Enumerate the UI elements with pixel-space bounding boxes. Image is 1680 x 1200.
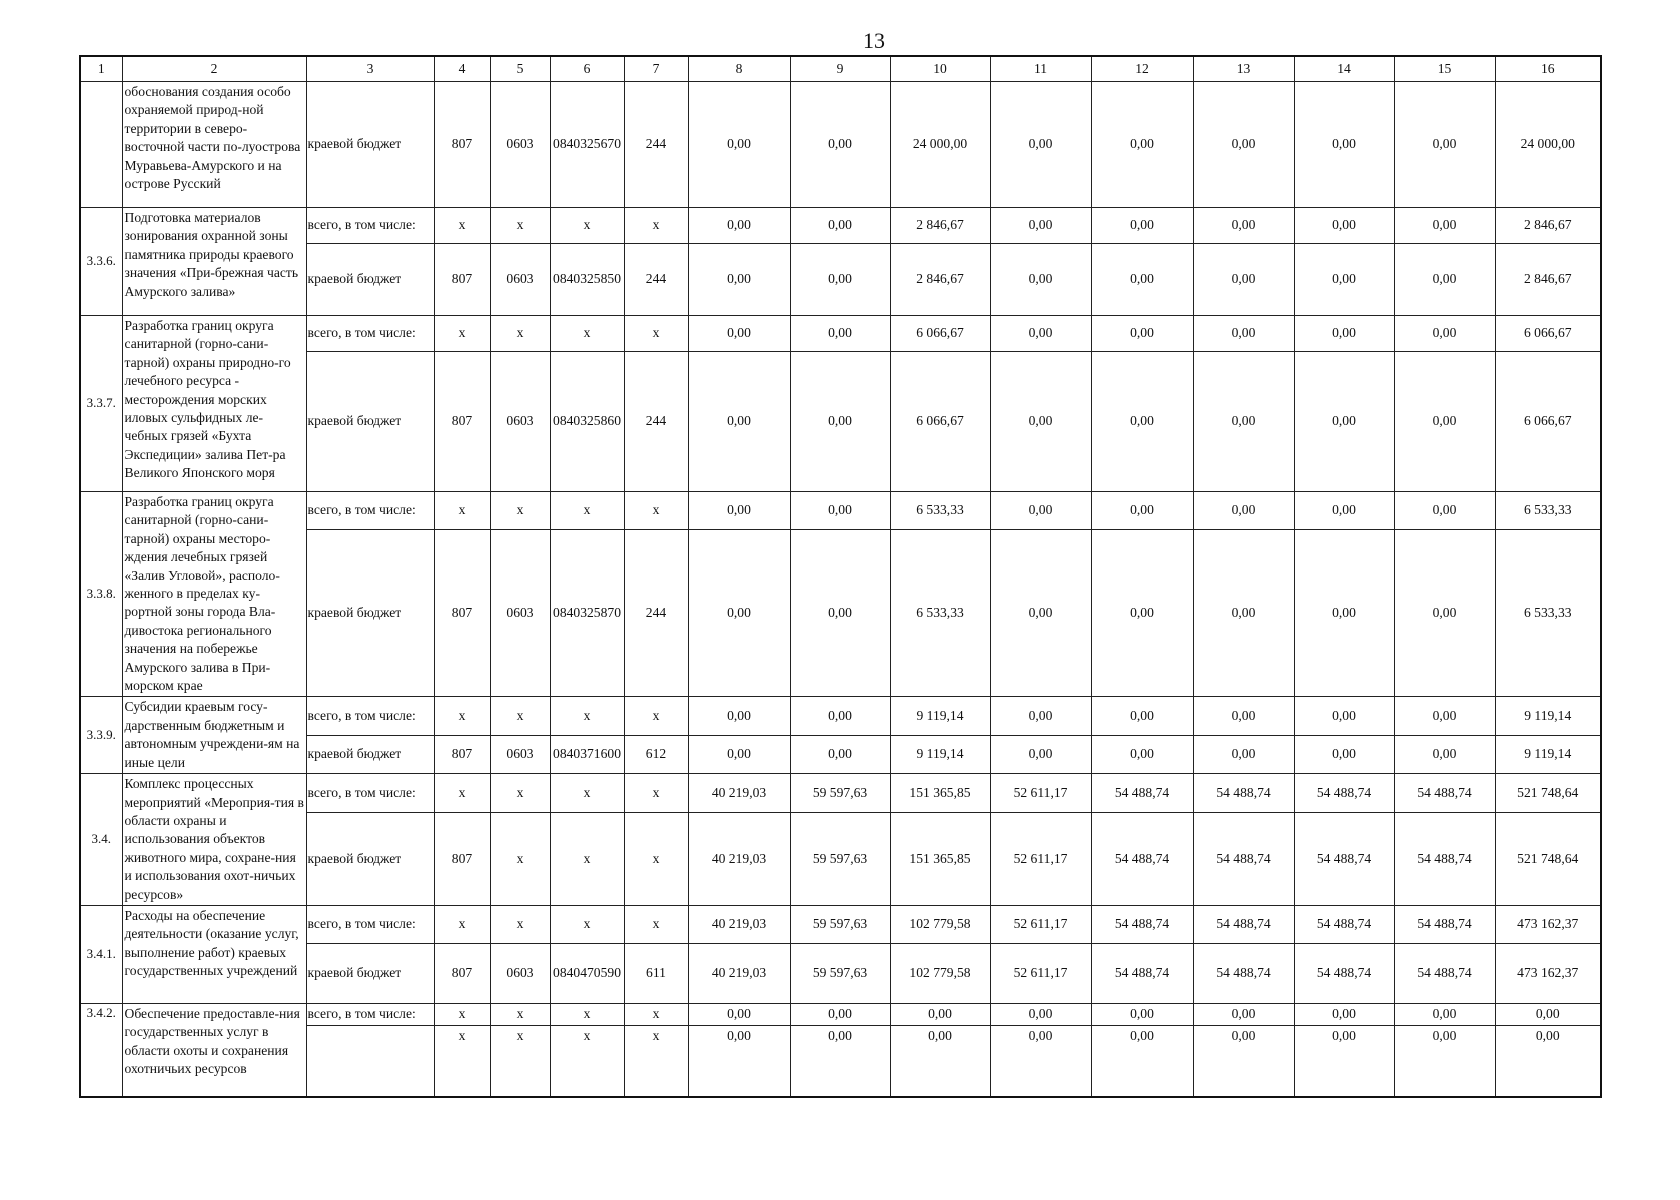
amount-col-9: 0,00 <box>790 735 890 773</box>
amount-col-10: 0,00 <box>890 1003 990 1025</box>
amount-col-12: 0,00 <box>1091 492 1193 530</box>
amount-col-16: 521 748,64 <box>1495 812 1601 905</box>
amount-col-15: 0,00 <box>1394 492 1495 530</box>
amount-col-10: 6 533,33 <box>890 529 990 697</box>
amount-col-14: 0,00 <box>1294 492 1394 530</box>
amount-col-9: 59 597,63 <box>790 905 890 943</box>
table-row <box>80 812 1601 905</box>
amount-col-11: 52 611,17 <box>990 943 1091 1003</box>
amount-col-12: 54 488,74 <box>1091 905 1193 943</box>
amount-col-11: 0,00 <box>990 82 1091 208</box>
amount-col-8: 40 219,03 <box>688 905 790 943</box>
amount-col-10: 9 119,14 <box>890 735 990 773</box>
section-code: х <box>490 812 550 905</box>
amount-col-8: 0,00 <box>688 492 790 530</box>
section-code: 0603 <box>490 735 550 773</box>
admin-code: х <box>434 697 490 735</box>
amount-col-13: 0,00 <box>1193 208 1294 244</box>
row-index: 3.3.7. <box>80 316 122 492</box>
amount-col-12: 0,00 <box>1091 208 1193 244</box>
table-row <box>80 492 1601 530</box>
amount-col-16: 473 162,37 <box>1495 905 1601 943</box>
amount-col-13: 0,00 <box>1193 244 1294 316</box>
amount-col-16: 0,00 <box>1495 1025 1601 1097</box>
section-code: х <box>490 1025 550 1097</box>
table-row <box>80 905 1601 943</box>
section-code: х <box>490 905 550 943</box>
target-code: х <box>550 316 624 352</box>
amount-col-9: 59 597,63 <box>790 774 890 813</box>
amount-col-13: 54 488,74 <box>1193 943 1294 1003</box>
funding-source: краевой бюджет <box>306 735 434 773</box>
header-row <box>80 56 1601 82</box>
amount-col-12: 0,00 <box>1091 244 1193 316</box>
target-code: х <box>550 208 624 244</box>
amount-col-12: 0,00 <box>1091 529 1193 697</box>
amount-col-8: 0,00 <box>688 208 790 244</box>
amount-col-15: 54 488,74 <box>1394 943 1495 1003</box>
amount-col-15: 0,00 <box>1394 82 1495 208</box>
admin-code: 807 <box>434 352 490 492</box>
amount-col-11: 0,00 <box>990 735 1091 773</box>
amount-col-13: 0,00 <box>1193 82 1294 208</box>
amount-col-16: 473 162,37 <box>1495 943 1601 1003</box>
amount-col-10: 24 000,00 <box>890 82 990 208</box>
amount-col-8: 40 219,03 <box>688 812 790 905</box>
amount-col-12: 0,00 <box>1091 316 1193 352</box>
section-code: 0603 <box>490 529 550 697</box>
amount-col-14: 54 488,74 <box>1294 812 1394 905</box>
row-index: 3.3.6. <box>80 208 122 316</box>
page-number: 13 <box>863 28 885 53</box>
amount-col-13: 54 488,74 <box>1193 812 1294 905</box>
target-code: 0840325670 <box>550 82 624 208</box>
amount-col-8: 40 219,03 <box>688 943 790 1003</box>
amount-col-14: 0,00 <box>1294 82 1394 208</box>
column-header-5: 5 <box>490 56 550 82</box>
funding-source <box>306 1025 434 1097</box>
funding-source: краевой бюджет <box>306 943 434 1003</box>
budget-table <box>79 55 1602 1098</box>
funding-source: всего, в том числе: <box>306 697 434 735</box>
target-code: 0840470590 <box>550 943 624 1003</box>
column-header-13: 13 <box>1193 56 1294 82</box>
target-code: х <box>550 1025 624 1097</box>
section-code: х <box>490 492 550 530</box>
amount-col-13: 54 488,74 <box>1193 774 1294 813</box>
funding-source: всего, в том числе: <box>306 316 434 352</box>
amount-col-15: 0,00 <box>1394 1025 1495 1097</box>
amount-col-9: 0,00 <box>790 1003 890 1025</box>
table-row <box>80 244 1601 316</box>
column-header-12: 12 <box>1091 56 1193 82</box>
admin-code: 807 <box>434 735 490 773</box>
amount-col-12: 0,00 <box>1091 352 1193 492</box>
amount-col-10: 102 779,58 <box>890 905 990 943</box>
amount-col-16: 2 846,67 <box>1495 244 1601 316</box>
table-row <box>80 774 1601 813</box>
amount-col-14: 54 488,74 <box>1294 774 1394 813</box>
column-header-2: 2 <box>122 56 306 82</box>
expense-type: х <box>624 492 688 530</box>
admin-code: х <box>434 208 490 244</box>
amount-col-15: 0,00 <box>1394 316 1495 352</box>
amount-col-15: 0,00 <box>1394 697 1495 735</box>
table-row <box>80 735 1601 773</box>
amount-col-8: 0,00 <box>688 82 790 208</box>
amount-col-12: 0,00 <box>1091 1025 1193 1097</box>
section-code: х <box>490 697 550 735</box>
column-header-6: 6 <box>550 56 624 82</box>
funding-source: всего, в том числе: <box>306 905 434 943</box>
funding-source: всего, в том числе: <box>306 208 434 244</box>
amount-col-16: 2 846,67 <box>1495 208 1601 244</box>
admin-code: х <box>434 905 490 943</box>
amount-col-13: 0,00 <box>1193 316 1294 352</box>
amount-col-15: 0,00 <box>1394 244 1495 316</box>
amount-col-15: 54 488,74 <box>1394 774 1495 813</box>
amount-col-10: 102 779,58 <box>890 943 990 1003</box>
expense-type: 611 <box>624 943 688 1003</box>
amount-col-8: 0,00 <box>688 529 790 697</box>
target-code: х <box>550 697 624 735</box>
amount-col-13: 54 488,74 <box>1193 905 1294 943</box>
amount-col-10: 9 119,14 <box>890 697 990 735</box>
activity-name: Подготовка материалов зонирования охранной зоны памятника природы краевого значения «При-брежная часть Амурского залива» <box>122 208 306 316</box>
expense-type: 244 <box>624 82 688 208</box>
amount-col-11: 52 611,17 <box>990 905 1091 943</box>
expense-type: х <box>624 774 688 813</box>
activity-name: Разработка границ округа санитарной (горно-сани-тарной) охраны природно-го лечебного ресурса - месторождения морских иловых сульфидных ле-чебных грязей «Бухта Экспедиции» залива Пет-ра Великого Японского моря <box>122 316 306 492</box>
amount-col-13: 0,00 <box>1193 352 1294 492</box>
amount-col-9: 0,00 <box>790 244 890 316</box>
amount-col-11: 0,00 <box>990 1003 1091 1025</box>
target-code: 0840371600 <box>550 735 624 773</box>
admin-code: 807 <box>434 943 490 1003</box>
amount-col-8: 0,00 <box>688 1025 790 1097</box>
amount-col-10: 6 066,67 <box>890 316 990 352</box>
column-header-1: 1 <box>80 56 122 82</box>
table-row <box>80 208 1601 244</box>
amount-col-12: 0,00 <box>1091 735 1193 773</box>
amount-col-14: 0,00 <box>1294 1003 1394 1025</box>
expense-type: х <box>624 905 688 943</box>
target-code: 0840325860 <box>550 352 624 492</box>
amount-col-13: 0,00 <box>1193 697 1294 735</box>
amount-col-14: 0,00 <box>1294 529 1394 697</box>
amount-col-16: 0,00 <box>1495 1003 1601 1025</box>
admin-code: х <box>434 316 490 352</box>
table-row <box>80 943 1601 1003</box>
target-code: х <box>550 774 624 813</box>
admin-code: 807 <box>434 812 490 905</box>
amount-col-11: 52 611,17 <box>990 812 1091 905</box>
expense-type: х <box>624 1025 688 1097</box>
amount-col-14: 54 488,74 <box>1294 943 1394 1003</box>
section-code: х <box>490 1003 550 1025</box>
target-code: 0840325850 <box>550 244 624 316</box>
amount-col-11: 0,00 <box>990 492 1091 530</box>
admin-code: х <box>434 1025 490 1097</box>
activity-name: Разработка границ округа санитарной (горно-сани-тарной) охраны месторо-ждения лечебных грязей «Залив Угловой», располо-женного в пределах ку-рортной зоны города Вла-дивостока регионального значения на побережье Амурского залива в При-морском крае <box>122 492 306 697</box>
amount-col-10: 151 365,85 <box>890 774 990 813</box>
amount-col-10: 0,00 <box>890 1025 990 1097</box>
funding-source: краевой бюджет <box>306 812 434 905</box>
column-header-11: 11 <box>990 56 1091 82</box>
amount-col-14: 0,00 <box>1294 316 1394 352</box>
expense-type: х <box>624 208 688 244</box>
amount-col-9: 0,00 <box>790 697 890 735</box>
amount-col-8: 0,00 <box>688 1003 790 1025</box>
activity-name: Расходы на обеспечение деятельности (оказание услуг, выполнение работ) краевых государственных учреждений <box>122 905 306 1003</box>
row-index: 3.4.2. <box>80 1003 122 1097</box>
section-code: 0603 <box>490 943 550 1003</box>
target-code: х <box>550 812 624 905</box>
column-header-8: 8 <box>688 56 790 82</box>
amount-col-9: 0,00 <box>790 82 890 208</box>
amount-col-8: 0,00 <box>688 697 790 735</box>
admin-code: 807 <box>434 244 490 316</box>
row-index: 3.4.1. <box>80 905 122 1003</box>
amount-col-11: 0,00 <box>990 1025 1091 1097</box>
amount-col-9: 59 597,63 <box>790 943 890 1003</box>
section-code: 0603 <box>490 244 550 316</box>
expense-type: х <box>624 812 688 905</box>
section-code: 0603 <box>490 82 550 208</box>
amount-col-12: 0,00 <box>1091 82 1193 208</box>
section-code: х <box>490 316 550 352</box>
column-header-16: 16 <box>1495 56 1601 82</box>
target-code: х <box>550 492 624 530</box>
amount-col-8: 0,00 <box>688 352 790 492</box>
amount-col-14: 0,00 <box>1294 352 1394 492</box>
table-row <box>80 529 1601 697</box>
row-index: 3.3.8. <box>80 492 122 697</box>
amount-col-10: 6 066,67 <box>890 352 990 492</box>
amount-col-14: 0,00 <box>1294 1025 1394 1097</box>
amount-col-12: 54 488,74 <box>1091 774 1193 813</box>
admin-code: х <box>434 492 490 530</box>
admin-code: х <box>434 774 490 813</box>
section-code: х <box>490 208 550 244</box>
amount-col-14: 0,00 <box>1294 735 1394 773</box>
admin-code: 807 <box>434 82 490 208</box>
amount-col-9: 0,00 <box>790 208 890 244</box>
table-row <box>80 1003 1601 1025</box>
amount-col-15: 54 488,74 <box>1394 812 1495 905</box>
section-code: 0603 <box>490 352 550 492</box>
amount-col-13: 0,00 <box>1193 492 1294 530</box>
column-header-9: 9 <box>790 56 890 82</box>
amount-col-16: 9 119,14 <box>1495 697 1601 735</box>
expense-type: 612 <box>624 735 688 773</box>
amount-col-16: 6 066,67 <box>1495 352 1601 492</box>
admin-code: 807 <box>434 529 490 697</box>
amount-col-11: 0,00 <box>990 316 1091 352</box>
amount-col-12: 0,00 <box>1091 697 1193 735</box>
funding-source: краевой бюджет <box>306 244 434 316</box>
amount-col-10: 2 846,67 <box>890 208 990 244</box>
column-header-15: 15 <box>1394 56 1495 82</box>
amount-col-15: 0,00 <box>1394 352 1495 492</box>
column-header-4: 4 <box>434 56 490 82</box>
column-header-14: 14 <box>1294 56 1394 82</box>
amount-col-11: 0,00 <box>990 352 1091 492</box>
amount-col-14: 0,00 <box>1294 697 1394 735</box>
funding-source: краевой бюджет <box>306 352 434 492</box>
funding-source: краевой бюджет <box>306 82 434 208</box>
amount-col-14: 54 488,74 <box>1294 905 1394 943</box>
column-header-10: 10 <box>890 56 990 82</box>
amount-col-8: 0,00 <box>688 244 790 316</box>
expense-type: 244 <box>624 529 688 697</box>
amount-col-15: 0,00 <box>1394 529 1495 697</box>
amount-col-8: 0,00 <box>688 735 790 773</box>
table-row <box>80 82 1601 208</box>
row-index <box>80 82 122 208</box>
amount-col-11: 0,00 <box>990 208 1091 244</box>
amount-col-14: 0,00 <box>1294 208 1394 244</box>
amount-col-9: 0,00 <box>790 316 890 352</box>
amount-col-16: 521 748,64 <box>1495 774 1601 813</box>
amount-col-9: 0,00 <box>790 352 890 492</box>
amount-col-16: 6 066,67 <box>1495 316 1601 352</box>
amount-col-15: 0,00 <box>1394 1003 1495 1025</box>
amount-col-11: 0,00 <box>990 529 1091 697</box>
expense-type: х <box>624 697 688 735</box>
section-code: х <box>490 774 550 813</box>
amount-col-13: 0,00 <box>1193 529 1294 697</box>
activity-name: Комплекс процессных мероприятий «Мероприя-тия в области охраны и использования объектов животного мира, сохране-ния и использования охот-ничьих ресурсов» <box>122 774 306 906</box>
amount-col-15: 0,00 <box>1394 208 1495 244</box>
amount-col-9: 0,00 <box>790 529 890 697</box>
amount-col-9: 0,00 <box>790 1025 890 1097</box>
amount-col-16: 9 119,14 <box>1495 735 1601 773</box>
funding-source: краевой бюджет <box>306 529 434 697</box>
amount-col-15: 54 488,74 <box>1394 905 1495 943</box>
target-code: х <box>550 1003 624 1025</box>
amount-col-12: 54 488,74 <box>1091 943 1193 1003</box>
amount-col-11: 52 611,17 <box>990 774 1091 813</box>
column-header-7: 7 <box>624 56 688 82</box>
table-row <box>80 1025 1601 1097</box>
table-row <box>80 697 1601 735</box>
amount-col-8: 0,00 <box>688 316 790 352</box>
activity-name: Субсидии краевым госу-дарственным бюджетным и автономным учреждени-ям на иные цели <box>122 697 306 774</box>
amount-col-13: 0,00 <box>1193 1025 1294 1097</box>
table-row <box>80 316 1601 352</box>
expense-type: х <box>624 316 688 352</box>
target-code: 0840325870 <box>550 529 624 697</box>
row-index: 3.4. <box>80 774 122 906</box>
amount-col-13: 0,00 <box>1193 1003 1294 1025</box>
amount-col-10: 151 365,85 <box>890 812 990 905</box>
target-code: х <box>550 905 624 943</box>
amount-col-16: 6 533,33 <box>1495 492 1601 530</box>
expense-type: 244 <box>624 352 688 492</box>
column-header-3: 3 <box>306 56 434 82</box>
amount-col-10: 6 533,33 <box>890 492 990 530</box>
funding-source: всего, в том числе: <box>306 774 434 813</box>
amount-col-9: 0,00 <box>790 492 890 530</box>
funding-source: всего, в том числе: <box>306 492 434 530</box>
amount-col-16: 24 000,00 <box>1495 82 1601 208</box>
amount-col-15: 0,00 <box>1394 735 1495 773</box>
amount-col-13: 0,00 <box>1193 735 1294 773</box>
amount-col-12: 0,00 <box>1091 1003 1193 1025</box>
admin-code: х <box>434 1003 490 1025</box>
amount-col-10: 2 846,67 <box>890 244 990 316</box>
amount-col-11: 0,00 <box>990 697 1091 735</box>
amount-col-16: 6 533,33 <box>1495 529 1601 697</box>
amount-col-12: 54 488,74 <box>1091 812 1193 905</box>
expense-type: х <box>624 1003 688 1025</box>
row-index: 3.3.9. <box>80 697 122 774</box>
activity-name: Обеспечение предоставле-ния государственных услуг в области охоты и сохранения охотничьих ресурсов <box>122 1003 306 1097</box>
table-row <box>80 352 1601 492</box>
expense-type: 244 <box>624 244 688 316</box>
amount-col-9: 59 597,63 <box>790 812 890 905</box>
amount-col-14: 0,00 <box>1294 244 1394 316</box>
amount-col-11: 0,00 <box>990 244 1091 316</box>
amount-col-8: 40 219,03 <box>688 774 790 813</box>
funding-source: всего, в том числе: <box>306 1003 434 1025</box>
activity-name: обоснования создания особо охраняемой природ-ной территории в северо-восточной части по-луострова Муравьева-Амурского и на острове Русский <box>122 82 306 208</box>
